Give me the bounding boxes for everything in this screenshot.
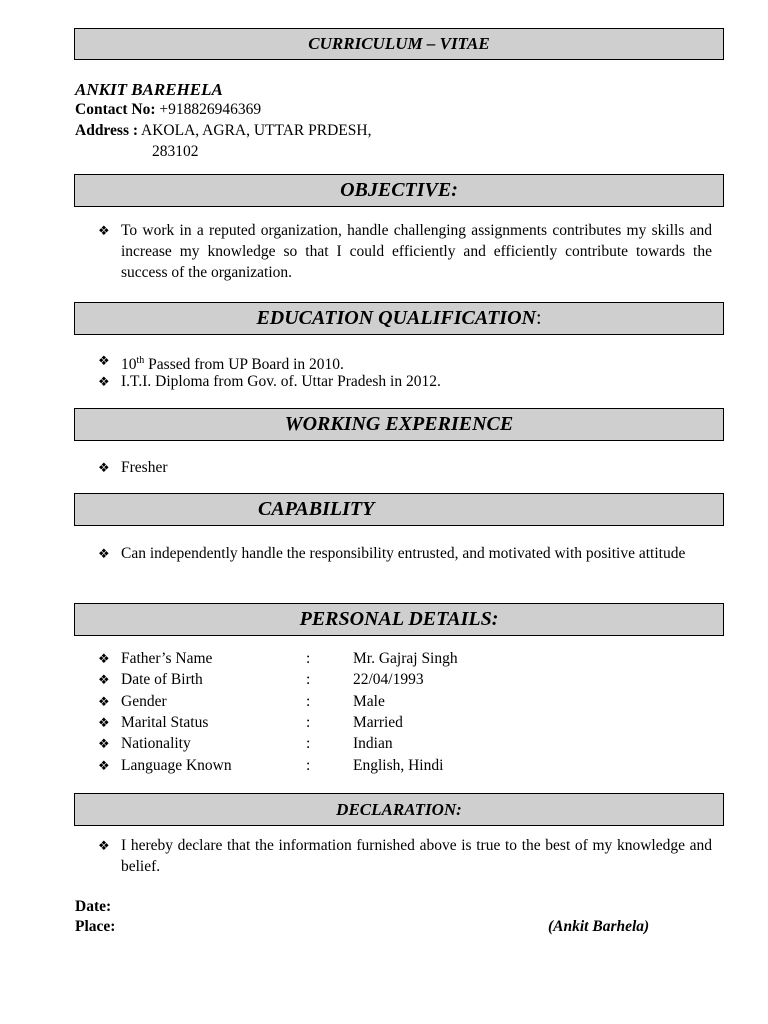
- personal-value: Married: [353, 714, 403, 731]
- capability-heading-bar: [74, 493, 724, 526]
- contact-value: +918826946369: [159, 101, 262, 118]
- personal-value: Male: [353, 693, 385, 710]
- objective-text: To work in a reputed organization, handle challenging assignments contributes my skills and increase my knowledge so that I could efficiently and efficiently contribute towards the success of the organization.: [121, 222, 712, 281]
- capability-item: [98, 543, 712, 564]
- bullet-icon: ❖: [98, 651, 110, 666]
- contact-label: Contact No:: [75, 101, 156, 118]
- address-line1: AKOLA, AGRA, UTTAR PRDESH,: [141, 122, 372, 139]
- objective-heading: OBJECTIVE:: [340, 179, 458, 201]
- date-label: Date:: [75, 898, 112, 915]
- contact-line: [75, 99, 261, 120]
- personal-row: [98, 691, 598, 712]
- education-item-2: I.T.I. Diploma from Gov. of. Uttar Pradesh in 2012.: [121, 373, 441, 390]
- declaration-text: I hereby declare that the information furnished above is true to the best of my knowledge and belief.: [121, 837, 712, 875]
- bullet-icon: ❖: [98, 546, 110, 561]
- cv-title-bar: [74, 28, 724, 60]
- address-line2: 283102: [152, 143, 199, 160]
- objective-item: [98, 220, 712, 283]
- declaration-heading-bar: [74, 793, 724, 826]
- education-grade-sup: th: [136, 355, 145, 366]
- personal-separator: :: [306, 693, 311, 710]
- declaration-item: [98, 835, 712, 877]
- declaration-heading: DECLARATION:: [336, 799, 462, 819]
- personal-separator: :: [306, 671, 311, 688]
- personal-row: [98, 712, 598, 733]
- experience-heading-bar: [74, 408, 724, 441]
- education-heading: [256, 307, 541, 330]
- personal-row: [98, 669, 598, 690]
- personal-value: 22/04/1993: [353, 671, 424, 688]
- bullet-icon: ❖: [98, 353, 110, 368]
- cv-title: CURRICULUM – VITAE: [308, 34, 490, 53]
- personal-heading-bar: [74, 603, 724, 636]
- bullet-icon: ❖: [98, 694, 110, 709]
- personal-separator: :: [306, 714, 311, 731]
- bullet-icon: ❖: [98, 838, 110, 853]
- personal-separator: :: [306, 757, 311, 774]
- address-label: Address :: [75, 122, 139, 139]
- personal-separator: :: [306, 735, 311, 752]
- place-label: Place:: [75, 918, 116, 935]
- personal-row: [98, 755, 598, 776]
- experience-text: Fresher: [121, 459, 168, 476]
- personal-value: Mr. Gajraj Singh: [353, 650, 458, 667]
- personal-row: [98, 648, 598, 669]
- experience-heading: WORKING EXPERIENCE: [284, 413, 514, 435]
- personal-label: Date of Birth: [121, 671, 203, 688]
- personal-label: Father’s Name: [121, 650, 213, 667]
- capability-heading: CAPABILITY: [258, 498, 375, 520]
- candidate-name: ANKIT BAREHELA: [75, 80, 223, 99]
- bullet-icon: ❖: [98, 758, 110, 773]
- capability-text: Can independently handle the responsibility entrusted, and motivated with positive attitude: [121, 545, 686, 562]
- bullet-icon: ❖: [98, 374, 110, 389]
- education-heading-suffix: :: [535, 307, 542, 329]
- education-item-1-text: Passed from UP Board in 2010.: [144, 356, 344, 374]
- bullet-icon: ❖: [98, 672, 110, 687]
- personal-value: Indian: [353, 735, 393, 752]
- signature: (Ankit Barhela): [548, 918, 650, 935]
- bullet-icon: ❖: [98, 736, 110, 751]
- education-item: [98, 371, 712, 392]
- address-line: [75, 120, 371, 141]
- bullet-icon: ❖: [98, 223, 110, 238]
- objective-heading-bar: [74, 174, 724, 207]
- personal-row: [98, 733, 598, 754]
- bullet-icon: ❖: [98, 715, 110, 730]
- personal-value: English, Hindi: [353, 757, 444, 774]
- experience-item: [98, 457, 712, 478]
- personal-label: Marital Status: [121, 714, 209, 731]
- personal-label: Language Known: [121, 757, 232, 774]
- education-heading-bar: [74, 302, 724, 335]
- education-grade: 10: [121, 356, 137, 374]
- personal-label: Gender: [121, 693, 167, 710]
- personal-label: Nationality: [121, 735, 191, 752]
- personal-separator: :: [306, 650, 311, 667]
- education-heading-text: EDUCATION QUALIFICATION: [256, 307, 536, 329]
- personal-heading: PERSONAL DETAILS:: [299, 608, 499, 630]
- bullet-icon: ❖: [98, 460, 110, 475]
